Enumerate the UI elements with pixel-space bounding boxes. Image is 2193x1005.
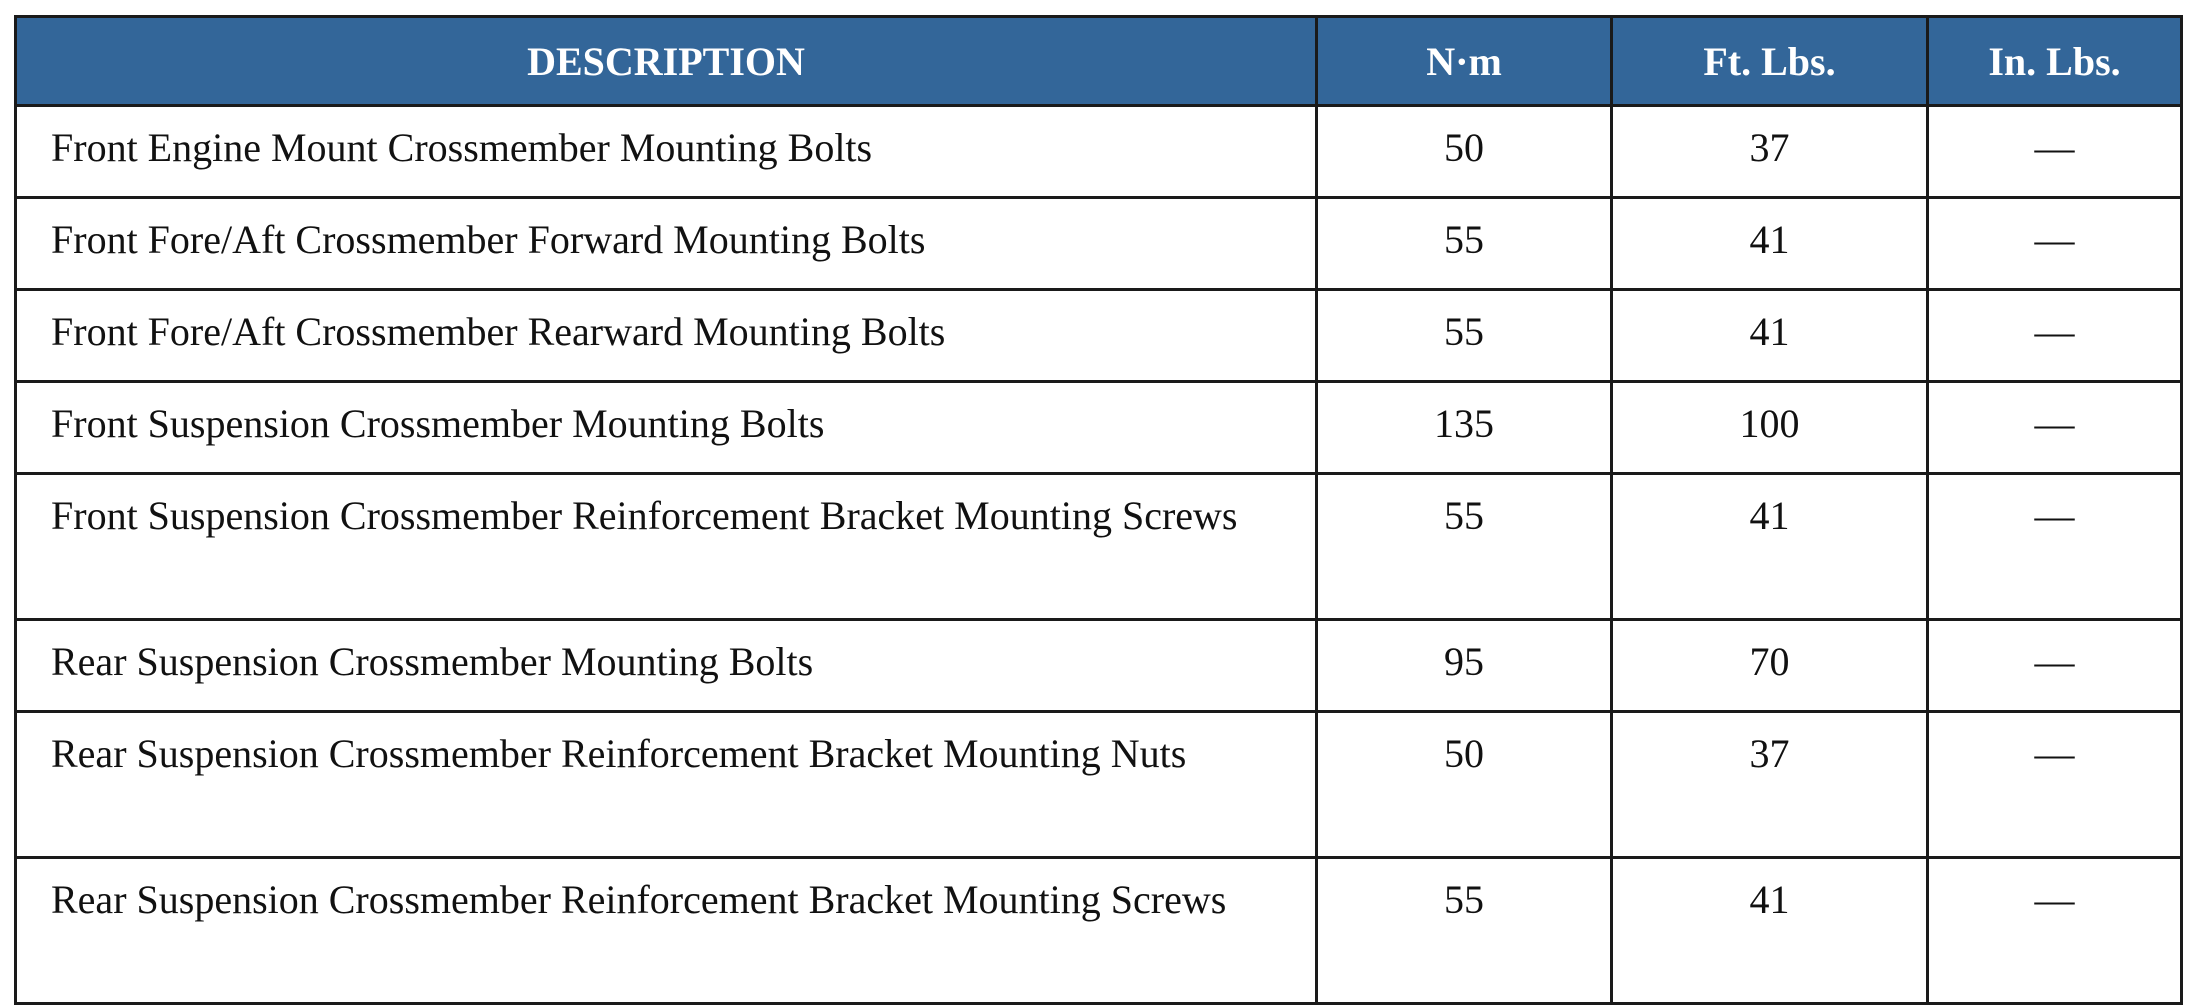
cell-in-lbs: — (1928, 474, 2182, 620)
header-nm: N·m (1317, 17, 1612, 106)
table-row (16, 474, 2182, 620)
cell-in-lbs: — (1928, 198, 2182, 290)
header-ft-lbs: Ft. Lbs. (1612, 17, 1928, 106)
cell-ft-lbs: 100 (1612, 382, 1928, 474)
table-row (16, 198, 2182, 290)
cell-nm: 55 (1317, 198, 1612, 290)
cell-ft-lbs: 70 (1612, 620, 1928, 712)
cell-in-lbs: — (1928, 290, 2182, 382)
cell-in-lbs: — (1928, 382, 2182, 474)
cell-nm: 55 (1317, 858, 1612, 1004)
cell-description: Front Suspension Crossmember Mounting Bolts (16, 382, 1317, 474)
cell-in-lbs: — (1928, 106, 2182, 198)
cell-ft-lbs: 37 (1612, 106, 1928, 198)
cell-description: Rear Suspension Crossmember Reinforcement Bracket Mounting Nuts (16, 712, 1317, 858)
table-row (16, 382, 2182, 474)
table-header-row (16, 17, 2182, 106)
cell-nm: 135 (1317, 382, 1612, 474)
cell-description: Front Engine Mount Crossmember Mounting Bolts (16, 106, 1317, 198)
cell-ft-lbs: 41 (1612, 858, 1928, 1004)
cell-nm: 55 (1317, 290, 1612, 382)
cell-description: Rear Suspension Crossmember Mounting Bolts (16, 620, 1317, 712)
cell-description: Rear Suspension Crossmember Reinforcement Bracket Mounting Screws (16, 858, 1317, 1004)
table-row (16, 620, 2182, 712)
cell-ft-lbs: 41 (1612, 198, 1928, 290)
cell-ft-lbs: 41 (1612, 474, 1928, 620)
cell-in-lbs: — (1928, 712, 2182, 858)
cell-description: Front Fore/Aft Crossmember Rearward Mounting Bolts (16, 290, 1317, 382)
header-in-lbs: In. Lbs. (1928, 17, 2182, 106)
table-row (16, 858, 2182, 1004)
cell-description: Front Fore/Aft Crossmember Forward Mounting Bolts (16, 198, 1317, 290)
header-description: DESCRIPTION (16, 17, 1317, 106)
cell-in-lbs: — (1928, 620, 2182, 712)
cell-nm: 55 (1317, 474, 1612, 620)
table-row (16, 106, 2182, 198)
cell-ft-lbs: 41 (1612, 290, 1928, 382)
cell-description: Front Suspension Crossmember Reinforcement Bracket Mounting Screws (16, 474, 1317, 620)
cell-nm: 95 (1317, 620, 1612, 712)
cell-ft-lbs: 37 (1612, 712, 1928, 858)
cell-in-lbs: — (1928, 858, 2182, 1004)
table-row (16, 290, 2182, 382)
table-row (16, 712, 2182, 858)
cell-nm: 50 (1317, 106, 1612, 198)
torque-spec-table (14, 15, 2183, 1005)
cell-nm: 50 (1317, 712, 1612, 858)
